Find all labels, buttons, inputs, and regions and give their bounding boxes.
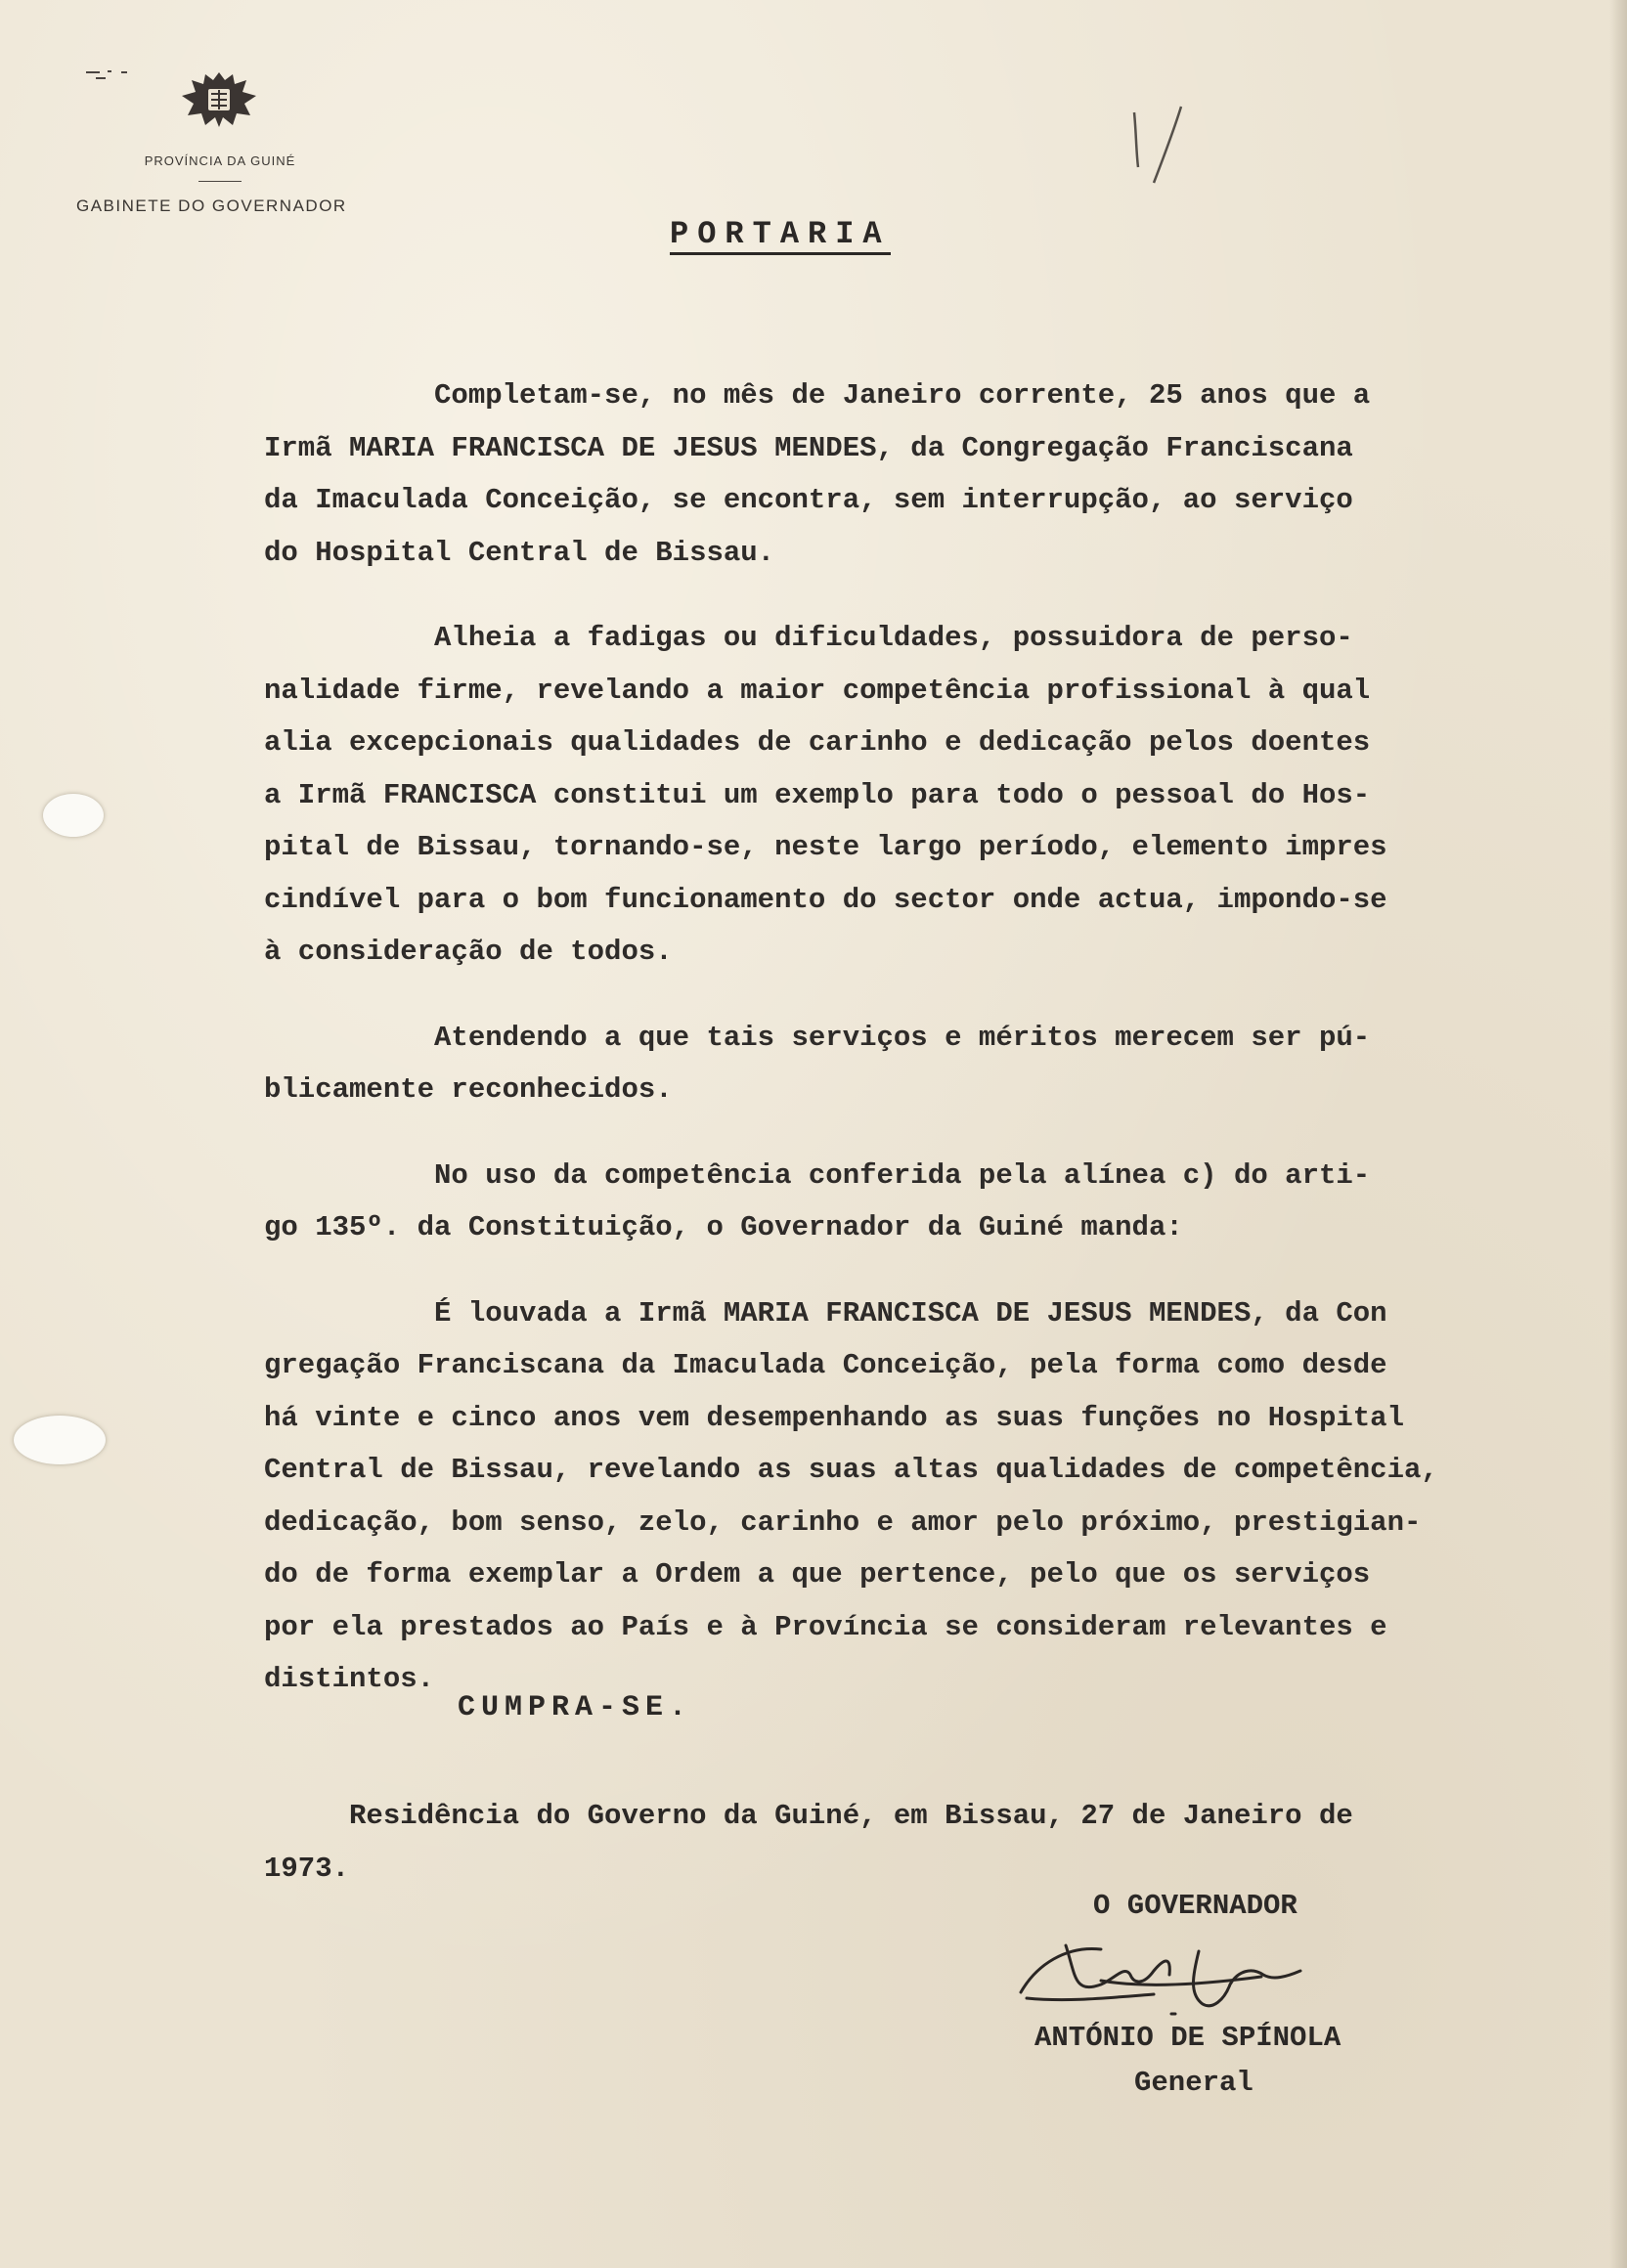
text-line: No uso da competência conferida pela alínea c) do arti- (264, 1158, 1371, 1192)
letterhead-office: GABINETE DO GOVERNADOR (76, 196, 347, 215)
text-line: cindível para o bom funcionamento do sector onde actua, impondo-se (264, 883, 1387, 916)
text-line: Atendendo a que tais serviços e méritos merecem ser pú- (264, 1021, 1371, 1054)
punch-hole-lower (14, 1416, 106, 1464)
closing-place-date (264, 1790, 1353, 1895)
text-line: Central de Bissau, revelando as suas altas qualidades de competência, (264, 1454, 1438, 1486)
text-line: Completam-se, no mês de Janeiro corrente, 25 anos que a (264, 379, 1371, 412)
document-title: PORTARIA (670, 219, 891, 255)
text-line: a Irmã FRANCISCA constitui um exemplo para todo o pessoal do Hos- (264, 778, 1371, 811)
coat-of-arms-icon (178, 68, 260, 129)
text-line: por ela prestados ao País e à Província se consideram relevantes e (264, 1610, 1387, 1643)
handwritten-page-mark (1124, 103, 1193, 191)
text-line: pital de Bissau, tornando-se, neste largo período, elemento impres (264, 831, 1387, 863)
paragraph-gap (264, 1254, 1574, 1287)
punch-hole-upper (43, 794, 104, 837)
text-line: go 135º. da Constituição, o Governador da Guiné manda: (264, 1211, 1183, 1243)
signature-title: O GOVERNADOR (1093, 1890, 1297, 1922)
enactment-clause: CUMPRA-SE. (458, 1691, 693, 1724)
paragraph-3 (264, 1012, 1574, 1116)
text-line: há vinte e cinco anos vem desempenhando as suas funções no Hospital (264, 1401, 1404, 1434)
paragraph-gap (264, 579, 1574, 612)
text-line: do de forma exemplar a Ordem a que pertence, pelo que os serviços (264, 1558, 1371, 1591)
letterhead-province: PROVÍNCIA DA GUINÉ (144, 153, 296, 168)
document-body (264, 370, 1574, 1706)
handwritten-signature (1007, 1916, 1330, 2024)
letterhead-dash-marks (82, 66, 147, 82)
text-line: alia excepcionais qualidades de carinho e dedicação pelos doentes (264, 726, 1371, 759)
text-line: blicamente reconhecidos. (264, 1073, 673, 1106)
paragraph-1 (264, 370, 1574, 579)
signatory-name: ANTÓNIO DE SPÍNOLA (1034, 2022, 1341, 2054)
text-line: 1973. (264, 1852, 350, 1885)
text-line: à consideração de todos. (264, 936, 673, 968)
text-line: Alheia a fadigas ou dificuldades, possuidora de perso- (264, 622, 1353, 654)
paragraph-2 (264, 612, 1574, 979)
text-line: gregação Franciscana da Imaculada Conceição, pela forma como desde (264, 1349, 1387, 1381)
letterhead-divider (198, 181, 242, 182)
paragraph-5 (264, 1287, 1574, 1706)
text-line: Residência do Governo da Guiné, em Bissau, 27 de Janeiro de (264, 1800, 1353, 1832)
text-line: Irmã MARIA FRANCISCA DE JESUS MENDES, da Congregação Franciscana (264, 431, 1353, 464)
text-line: nalidade firme, revelando a maior competência profissional à qual (264, 674, 1371, 707)
paragraph-gap (264, 1116, 1574, 1150)
signatory-rank: General (1134, 2067, 1253, 2099)
paragraph-4 (264, 1150, 1574, 1254)
text-line: do Hospital Central de Bissau. (264, 536, 775, 569)
text-line: dedicação, bom senso, zelo, carinho e amor pelo próximo, prestigian- (264, 1505, 1422, 1539)
text-line: da Imaculada Conceição, se encontra, sem interrupção, ao serviço (264, 484, 1353, 516)
text-line: distintos. (264, 1663, 435, 1695)
page-edge-shadow (1609, 0, 1627, 2268)
paragraph-gap (264, 979, 1574, 1012)
text-line: É louvada a Irmã MARIA FRANCISCA DE JESUS MENDES, da Con (264, 1296, 1387, 1330)
